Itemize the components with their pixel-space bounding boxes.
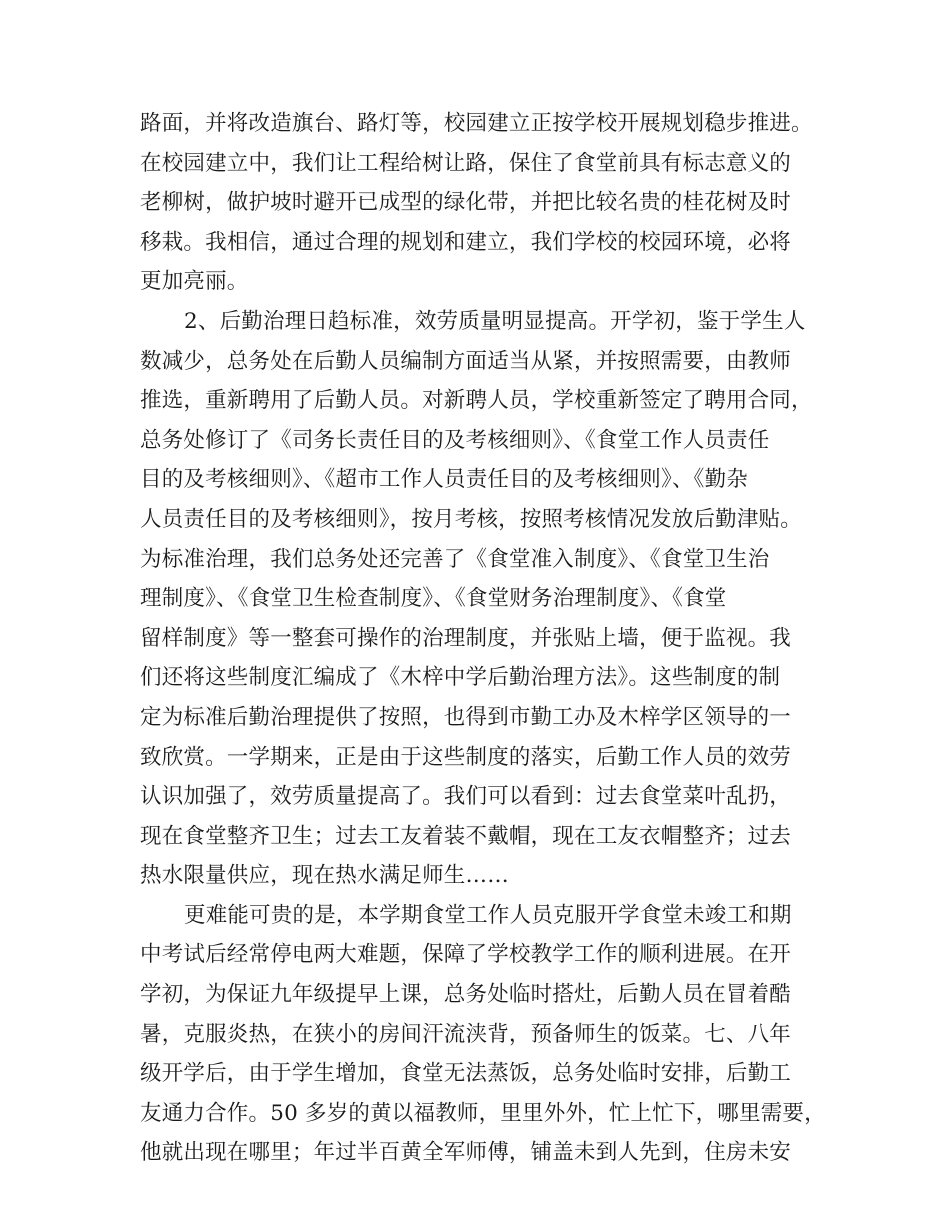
- text-line: 总务处修订了《司务长责任目的及考核细则》、《食堂工作人员责任: [140, 427, 770, 453]
- text-line: 路面，并将改造旗台、路灯等，校园建立正按学校开展规划稳步推进。: [140, 111, 813, 136]
- text-line: 推选，重新聘用了后勤人员。对新聘人员，学校重新签定了聘用合同，: [140, 388, 813, 414]
- text-line: 目的及考核细则》、《超市工作人员责任目的及考核细则》、《勤杂: [140, 467, 749, 493]
- text-line: 更加亮丽。: [140, 269, 249, 295]
- text-line: 友通力合作。50 多岁的黄以福教师，里里外外，忙上忙下，哪里需要，: [140, 1100, 826, 1126]
- text-line: 现在食堂整齐卫生；过去工友着装不戴帽，现在工友衣帽整齐；过去: [140, 823, 792, 849]
- text-line: 暑，克服炎热，在狭小的房间汗流浃背，预备师生的饭菜。七、八年: [140, 1021, 792, 1047]
- text-line: 热水限量供应，现在热水满足师生……: [140, 863, 509, 889]
- text-line: 在校园建立中，我们让工程给树让路，保住了食堂前具有标志意义的: [140, 150, 792, 176]
- text-line: 老柳树，做护坡时避开已成型的绿化带，并把比较名贵的桂花树及时: [140, 190, 792, 216]
- text-line: 们还将这些制度汇编成了《木梓中学后勤治理方法》。这些制度的制: [140, 665, 781, 691]
- paragraph-start-line: 2、后勤治理日趋标准，效劳质量明显提高。开学初，鉴于学生人: [184, 308, 806, 334]
- text-line: 人员责任目的及考核细则》，按月考核，按照考核情况发放后勤津贴。: [140, 506, 802, 532]
- text-line: 为标准治理，我们总务处还完善了《食堂准入制度》、《食堂卫生治: [140, 546, 770, 572]
- text-line: 级开学后，由于学生增加，食堂无法蒸饭，总务处临时安排，后勤工: [140, 1061, 792, 1087]
- paragraph-start-line: 更难能可贵的是，本学期食堂工作人员克服开学食堂未竣工和期: [184, 902, 792, 928]
- text-line: 定为标准后勤治理提供了按照，也得到市勤工办及木梓学区领导的一: [140, 704, 792, 730]
- text-line: 致欣赏。一学期来，正是由于这些制度的落实，后勤工作人员的效劳: [140, 744, 792, 770]
- text-line: 认识加强了，效劳质量提高了。我们可以看到：过去食堂菜叶乱扔，: [140, 784, 792, 810]
- text-line: 他就出现在哪里；年过半百黄全军师傅，铺盖未到人先到，住房未安: [140, 1140, 792, 1166]
- text-line: 中考试后经常停电两大难题，保障了学校教学工作的顺利进展。在开: [140, 942, 792, 968]
- text-line: 数减少，总务处在后勤人员编制方面适当从紧，并按照需要，由教师: [140, 348, 792, 374]
- text-line: 移栽。我相信，通过合理的规划和建立，我们学校的校园环境，必将: [140, 229, 792, 255]
- text-line: 理制度》、《食堂卫生检查制度》、《食堂财务治理制度》、《食堂: [140, 586, 727, 612]
- text-line: 留样制度》等一整套可操作的治理制度，并张贴上墙，便于监视。我: [140, 625, 792, 651]
- text-line: 学初，为保证九年级提早上课，总务处临时搭灶，后勤人员在冒着酷: [140, 982, 792, 1008]
- body-text: [140, 104, 826, 1173]
